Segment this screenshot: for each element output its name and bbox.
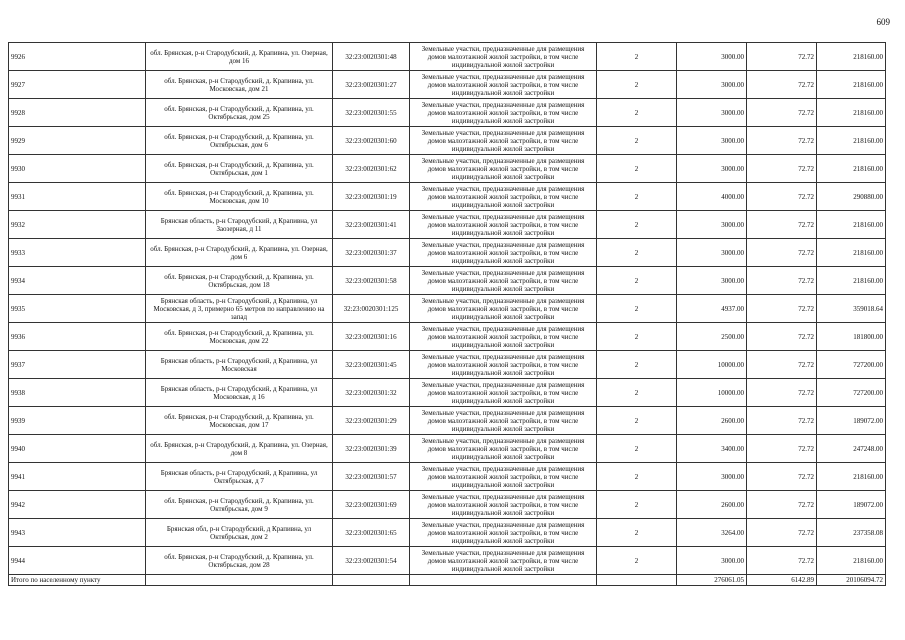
rate-cell: 72.72: [747, 547, 817, 575]
row-number-cell: 9941: [9, 463, 146, 491]
rate-cell: 72.72: [747, 491, 817, 519]
row-number-cell: 9936: [9, 323, 146, 351]
area-cell: 3000.00: [677, 127, 747, 155]
class-cell: 2: [597, 267, 677, 295]
cadastral-number-cell: 32:23:0020301:37: [333, 239, 410, 267]
rate-cell: 72.72: [747, 295, 817, 323]
cadastral-value-cell: 290880.00: [817, 183, 886, 211]
table-row: [9, 351, 886, 379]
area-cell: 4937.00: [677, 295, 747, 323]
table-row: [9, 435, 886, 463]
address-cell: обл. Брянская, р-н Стародубский, д. Крапивна, ул. Московская, дом 21: [146, 71, 333, 99]
cadastral-value-cell: 727200.00: [817, 379, 886, 407]
rate-cell: 72.72: [747, 99, 817, 127]
rate-cell: 72.72: [747, 463, 817, 491]
cadastral-number-cell: 32:23:0020301:69: [333, 491, 410, 519]
empty-cell: [597, 575, 677, 586]
land-category-cell: Земельные участки, предназначенные для размещения домов малоэтажной жилой застройки, в том числе индивидуальной жилой застройки: [410, 211, 597, 239]
table-row: [9, 407, 886, 435]
area-cell: 3000.00: [677, 547, 747, 575]
area-cell: 2600.00: [677, 491, 747, 519]
address-cell: Брянская область, р-н Стародубский, д Крапивна, ул Московская, д 16: [146, 379, 333, 407]
address-cell: Брянская область, р-н Стародубский, д Крапивна, ул Заозерная, д 11: [146, 211, 333, 239]
row-number-cell: 9933: [9, 239, 146, 267]
total-label: Итого по населенному пункту: [9, 575, 146, 586]
table-row: [9, 71, 886, 99]
table-row: [9, 183, 886, 211]
row-number-cell: 9943: [9, 519, 146, 547]
cadastral-value-cell: 218160.00: [817, 43, 886, 71]
area-cell: 3000.00: [677, 211, 747, 239]
row-number-cell: 9942: [9, 491, 146, 519]
row-number-cell: 9938: [9, 379, 146, 407]
land-category-cell: Земельные участки, предназначенные для размещения домов малоэтажной жилой застройки, в том числе индивидуальной жилой застройки: [410, 239, 597, 267]
class-cell: 2: [597, 71, 677, 99]
cadastral-value-cell: 359018.64: [817, 295, 886, 323]
class-cell: 2: [597, 379, 677, 407]
empty-cell: [146, 575, 333, 586]
cadastral-number-cell: 32:23:0020301:27: [333, 71, 410, 99]
total-rate: 6142.89: [747, 575, 817, 586]
rate-cell: 72.72: [747, 239, 817, 267]
address-cell: обл. Брянская, р-н Стародубский, д. Крапивна, ул. Октябрьская, дом 9: [146, 491, 333, 519]
address-cell: обл. Брянская, р-н Стародубский, д. Крапивна, ул. Московская, дом 22: [146, 323, 333, 351]
cadastral-value-cell: 181800.00: [817, 323, 886, 351]
land-category-cell: Земельные участки, предназначенные для размещения домов малоэтажной жилой застройки, в том числе индивидуальной жилой застройки: [410, 379, 597, 407]
area-cell: 2500.00: [677, 323, 747, 351]
address-cell: обл. Брянская, р-н Стародубский, д. Крапивна, ул. Московская, дом 10: [146, 183, 333, 211]
land-category-cell: Земельные участки, предназначенные для размещения домов малоэтажной жилой застройки, в том числе индивидуальной жилой застройки: [410, 99, 597, 127]
land-category-cell: Земельные участки, предназначенные для размещения домов малоэтажной жилой застройки, в том числе индивидуальной жилой застройки: [410, 127, 597, 155]
land-category-cell: Земельные участки, предназначенные для размещения домов малоэтажной жилой застройки, в том числе индивидуальной жилой застройки: [410, 351, 597, 379]
table-row: [9, 155, 886, 183]
table-row: [9, 99, 886, 127]
row-number-cell: 9929: [9, 127, 146, 155]
table-row: [9, 43, 886, 71]
table-row: [9, 519, 886, 547]
cadastral-number-cell: 32:23:0020301:54: [333, 547, 410, 575]
table-row: [9, 211, 886, 239]
cadastral-value-cell: 218160.00: [817, 99, 886, 127]
class-cell: 2: [597, 547, 677, 575]
cadastral-number-cell: 32:23:0020301:60: [333, 127, 410, 155]
class-cell: 2: [597, 239, 677, 267]
area-cell: 2600.00: [677, 407, 747, 435]
class-cell: 2: [597, 463, 677, 491]
cadastral-number-cell: 32:23:0020301:39: [333, 435, 410, 463]
cadastral-value-cell: 247248.00: [817, 435, 886, 463]
cadastral-value-cell: 218160.00: [817, 211, 886, 239]
cadastral-value-cell: 189072.00: [817, 491, 886, 519]
class-cell: 2: [597, 127, 677, 155]
table-row: [9, 547, 886, 575]
address-cell: обл. Брянская, р-н Стародубский, д. Крапивна, ул. Октябрьская, дом 1: [146, 155, 333, 183]
class-cell: 2: [597, 407, 677, 435]
cadastral-number-cell: 32:23:0020301:41: [333, 211, 410, 239]
address-cell: Брянская область, р-н Стародубский, д Крапивна, ул Октябрьская, д 7: [146, 463, 333, 491]
address-cell: обл. Брянская, р-н Стародубский, д. Крапивна, ул. Озерная, дом 8: [146, 435, 333, 463]
cadastral-number-cell: 32:23:0020301:32: [333, 379, 410, 407]
table-row: [9, 323, 886, 351]
cadastral-number-cell: 32:23:0020301:19: [333, 183, 410, 211]
total-value: 20106094.72: [817, 575, 886, 586]
class-cell: 2: [597, 183, 677, 211]
row-number-cell: 9930: [9, 155, 146, 183]
address-cell: обл. Брянская, р-н Стародубский, д. Крапивна, ул. Московская, дом 17: [146, 407, 333, 435]
cadastral-number-cell: 32:23:0020301:65: [333, 519, 410, 547]
cadastral-value-cell: 218160.00: [817, 155, 886, 183]
area-cell: 3400.00: [677, 435, 747, 463]
area-cell: 3000.00: [677, 239, 747, 267]
address-cell: Брянская обл, р-н Стародубский, д Крапивна, ул Октябрьская, дом 2: [146, 519, 333, 547]
table-row: [9, 491, 886, 519]
address-cell: обл. Брянская, р-н Стародубский, д. Крапивна, ул. Октябрьская, дом 18: [146, 267, 333, 295]
class-cell: 2: [597, 351, 677, 379]
table-row: [9, 295, 886, 323]
area-cell: 10000.00: [677, 351, 747, 379]
area-cell: 3000.00: [677, 267, 747, 295]
land-category-cell: Земельные участки, предназначенные для размещения домов малоэтажной жилой застройки, в том числе индивидуальной жилой застройки: [410, 267, 597, 295]
cadastral-number-cell: 32:23:0020301:125: [333, 295, 410, 323]
cadastral-value-cell: 218160.00: [817, 547, 886, 575]
table-row: [9, 463, 886, 491]
area-cell: 3000.00: [677, 71, 747, 99]
area-cell: 3000.00: [677, 463, 747, 491]
cadastral-number-cell: 32:23:0020301:58: [333, 267, 410, 295]
row-number-cell: 9926: [9, 43, 146, 71]
rate-cell: 72.72: [747, 127, 817, 155]
address-cell: обл. Брянская, р-н Стародубский, д. Крапивна, ул. Октябрьская, дом 28: [146, 547, 333, 575]
cadastral-value-cell: 218160.00: [817, 127, 886, 155]
cadastral-number-cell: 32:23:0020301:48: [333, 43, 410, 71]
row-number-cell: 9939: [9, 407, 146, 435]
rate-cell: 72.72: [747, 323, 817, 351]
land-category-cell: Земельные участки, предназначенные для размещения домов малоэтажной жилой застройки, в том числе индивидуальной жилой застройки: [410, 463, 597, 491]
cadastral-number-cell: 32:23:0020301:45: [333, 351, 410, 379]
land-category-cell: Земельные участки, предназначенные для размещения домов малоэтажной жилой застройки, в том числе индивидуальной жилой застройки: [410, 43, 597, 71]
cadastral-value-cell: 189072.00: [817, 407, 886, 435]
class-cell: 2: [597, 491, 677, 519]
rate-cell: 72.72: [747, 351, 817, 379]
cadastral-value-table: [8, 42, 886, 586]
cadastral-number-cell: 32:23:0020301:29: [333, 407, 410, 435]
land-category-cell: Земельные участки, предназначенные для размещения домов малоэтажной жилой застройки, в том числе индивидуальной жилой застройки: [410, 295, 597, 323]
cadastral-value-cell: 218160.00: [817, 239, 886, 267]
rate-cell: 72.72: [747, 407, 817, 435]
land-category-cell: Земельные участки, предназначенные для размещения домов малоэтажной жилой застройки, в том числе индивидуальной жилой застройки: [410, 519, 597, 547]
class-cell: 2: [597, 43, 677, 71]
table-row: [9, 239, 886, 267]
class-cell: 2: [597, 155, 677, 183]
table-row: [9, 267, 886, 295]
cadastral-number-cell: 32:23:0020301:16: [333, 323, 410, 351]
area-cell: 10000.00: [677, 379, 747, 407]
rate-cell: 72.72: [747, 519, 817, 547]
cadastral-number-cell: 32:23:0020301:57: [333, 463, 410, 491]
land-category-cell: Земельные участки, предназначенные для размещения домов малоэтажной жилой застройки, в том числе индивидуальной жилой застройки: [410, 71, 597, 99]
table-body: [9, 43, 886, 586]
row-number-cell: 9931: [9, 183, 146, 211]
row-number-cell: 9944: [9, 547, 146, 575]
land-category-cell: Земельные участки, предназначенные для размещения домов малоэтажной жилой застройки, в том числе индивидуальной жилой застройки: [410, 407, 597, 435]
land-category-cell: Земельные участки, предназначенные для размещения домов малоэтажной жилой застройки, в том числе индивидуальной жилой застройки: [410, 435, 597, 463]
address-cell: обл. Брянская, р-н Стародубский, д. Крапивна, ул. Озерная, дом 6: [146, 239, 333, 267]
area-cell: 3264.00: [677, 519, 747, 547]
cadastral-value-cell: 218160.00: [817, 463, 886, 491]
rate-cell: 72.72: [747, 435, 817, 463]
class-cell: 2: [597, 435, 677, 463]
cadastral-value-cell: 727200.00: [817, 351, 886, 379]
table-row: [9, 379, 886, 407]
row-number-cell: 9934: [9, 267, 146, 295]
land-category-cell: Земельные участки, предназначенные для размещения домов малоэтажной жилой застройки, в том числе индивидуальной жилой застройки: [410, 155, 597, 183]
cadastral-value-cell: 218160.00: [817, 267, 886, 295]
empty-cell: [333, 575, 410, 586]
class-cell: 2: [597, 323, 677, 351]
area-cell: 3000.00: [677, 43, 747, 71]
empty-cell: [410, 575, 597, 586]
row-number-cell: 9927: [9, 71, 146, 99]
row-number-cell: 9935: [9, 295, 146, 323]
class-cell: 2: [597, 99, 677, 127]
area-cell: 3000.00: [677, 155, 747, 183]
land-category-cell: Земельные участки, предназначенные для размещения домов малоэтажной жилой застройки, в том числе индивидуальной жилой застройки: [410, 491, 597, 519]
rate-cell: 72.72: [747, 155, 817, 183]
page-number: 609: [876, 17, 890, 27]
address-cell: обл. Брянская, р-н Стародубский, д. Крапивна, ул. Октябрьская, дом 25: [146, 99, 333, 127]
class-cell: 2: [597, 519, 677, 547]
class-cell: 2: [597, 211, 677, 239]
cadastral-value-cell: 237358.08: [817, 519, 886, 547]
rate-cell: 72.72: [747, 43, 817, 71]
area-cell: 3000.00: [677, 99, 747, 127]
rate-cell: 72.72: [747, 379, 817, 407]
land-category-cell: Земельные участки, предназначенные для размещения домов малоэтажной жилой застройки, в том числе индивидуальной жилой застройки: [410, 183, 597, 211]
address-cell: Брянская область, р-н Стародубский, д Крапивна, ул Московская: [146, 351, 333, 379]
address-cell: Брянская область, р-н Стародубский, д Крапивна, ул Московская, д 3, примерно 65 метров по направлению на запад: [146, 295, 333, 323]
row-number-cell: 9932: [9, 211, 146, 239]
total-area: 276061.05: [677, 575, 747, 586]
land-category-cell: Земельные участки, предназначенные для размещения домов малоэтажной жилой застройки, в том числе индивидуальной жилой застройки: [410, 547, 597, 575]
total-row: [9, 575, 886, 586]
row-number-cell: 9928: [9, 99, 146, 127]
row-number-cell: 9940: [9, 435, 146, 463]
cadastral-number-cell: 32:23:0020301:62: [333, 155, 410, 183]
table-row: [9, 127, 886, 155]
land-category-cell: Земельные участки, предназначенные для размещения домов малоэтажной жилой застройки, в том числе индивидуальной жилой застройки: [410, 323, 597, 351]
address-cell: обл. Брянская, р-н Стародубский, д. Крапивна, ул. Октябрьская, дом 6: [146, 127, 333, 155]
rate-cell: 72.72: [747, 211, 817, 239]
class-cell: 2: [597, 295, 677, 323]
rate-cell: 72.72: [747, 71, 817, 99]
address-cell: обл. Брянская, р-н Стародубский, д. Крапивна, ул. Озерная, дом 16: [146, 43, 333, 71]
rate-cell: 72.72: [747, 267, 817, 295]
cadastral-number-cell: 32:23:0020301:55: [333, 99, 410, 127]
row-number-cell: 9937: [9, 351, 146, 379]
area-cell: 4000.00: [677, 183, 747, 211]
cadastral-value-cell: 218160.00: [817, 71, 886, 99]
rate-cell: 72.72: [747, 183, 817, 211]
